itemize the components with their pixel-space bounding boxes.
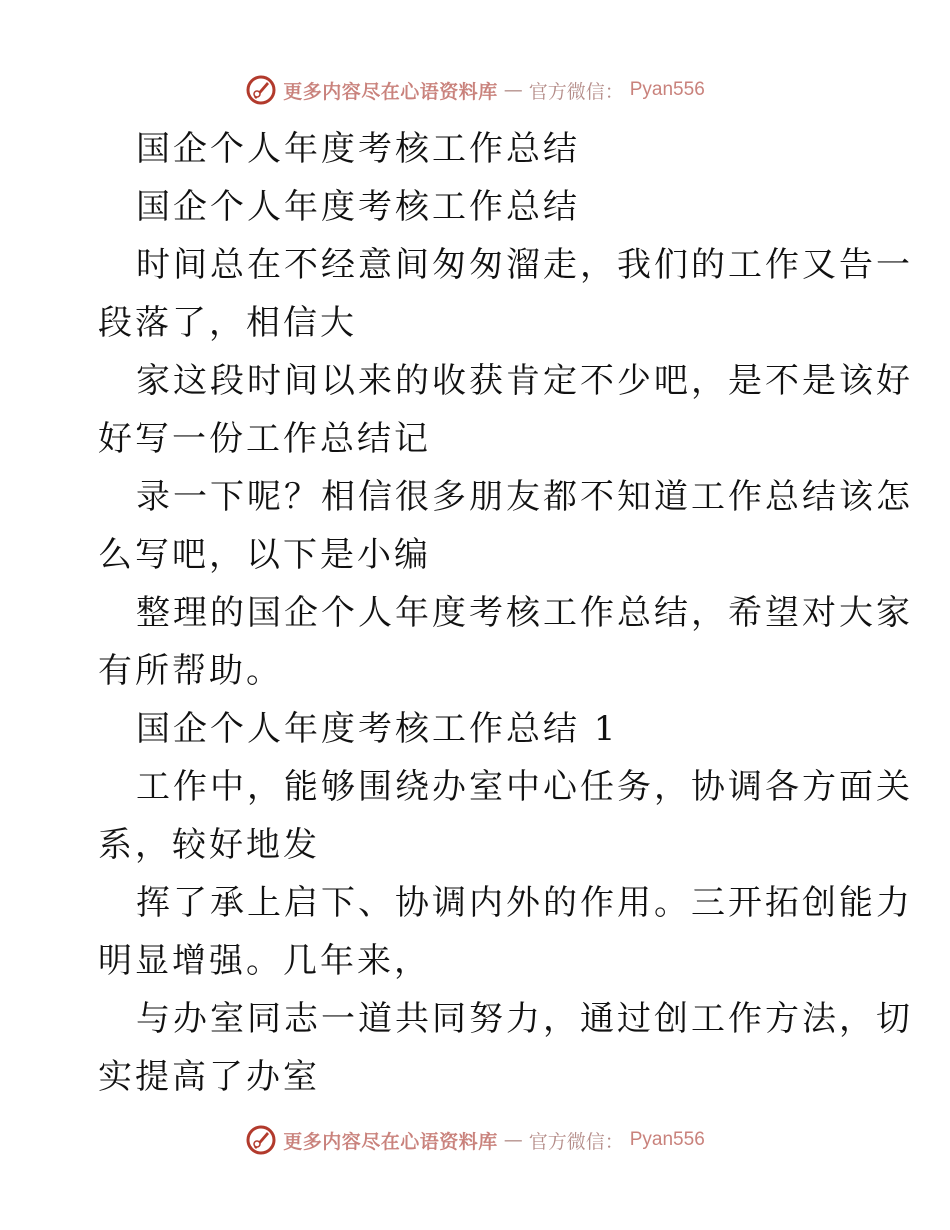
doc-line: 工作中，能够围绕办室中心任务，协调各方面关 [136, 767, 913, 807]
footer-dash: — [503, 1129, 523, 1151]
header-wechat-id: Pyan556 [629, 79, 705, 100]
doc-line: 与办室同志一道共同努力，通过创工作方法，切 [136, 999, 913, 1039]
document-body [98, 120, 913, 1106]
doc-line: 系，较好地发 [98, 825, 320, 865]
doc-line: 挥了承上启下、协调内外的作用。三开拓创能力 [136, 883, 913, 923]
doc-line: 实提高了办室 [98, 1057, 320, 1097]
doc-line: 家这段时间以来的收获肯定不少吧，是不是该好 [136, 361, 913, 401]
footer-site-text: 更多内容尽在心语资料库 [283, 1130, 498, 1153]
footer-wechat-label: 官方微信： [528, 1130, 624, 1153]
red-quill-logo-icon [245, 74, 277, 106]
doc-line: 时间总在不经意间匆匆溜走，我们的工作又告一 [136, 245, 913, 285]
header-banner [0, 70, 950, 110]
footer-wechat-id: Pyan556 [629, 1129, 705, 1150]
doc-line: 好写一份工作总结记 [98, 419, 431, 459]
header-site-text: 更多内容尽在心语资料库 [283, 80, 498, 103]
header-wechat-label: 官方微信： [528, 80, 624, 103]
doc-line: 整理的国企个人年度考核工作总结，希望对大家 [136, 593, 913, 633]
red-quill-logo-icon [245, 1124, 277, 1156]
footer-banner [0, 1120, 950, 1160]
doc-section-heading: 国企个人年度考核工作总结 1 [136, 709, 619, 749]
doc-subtitle: 国企个人年度考核工作总结 [136, 187, 580, 227]
doc-line: 段落了，相信大 [98, 303, 357, 343]
doc-line: 么写吧，以下是小编 [98, 535, 431, 575]
doc-line: 明显增强。几年来， [98, 941, 431, 981]
doc-line: 有所帮助。 [98, 651, 283, 691]
header-dash: — [503, 79, 523, 101]
doc-title: 国企个人年度考核工作总结 [136, 129, 580, 169]
doc-line: 录一下呢？相信很多朋友都不知道工作总结该怎 [136, 477, 913, 517]
